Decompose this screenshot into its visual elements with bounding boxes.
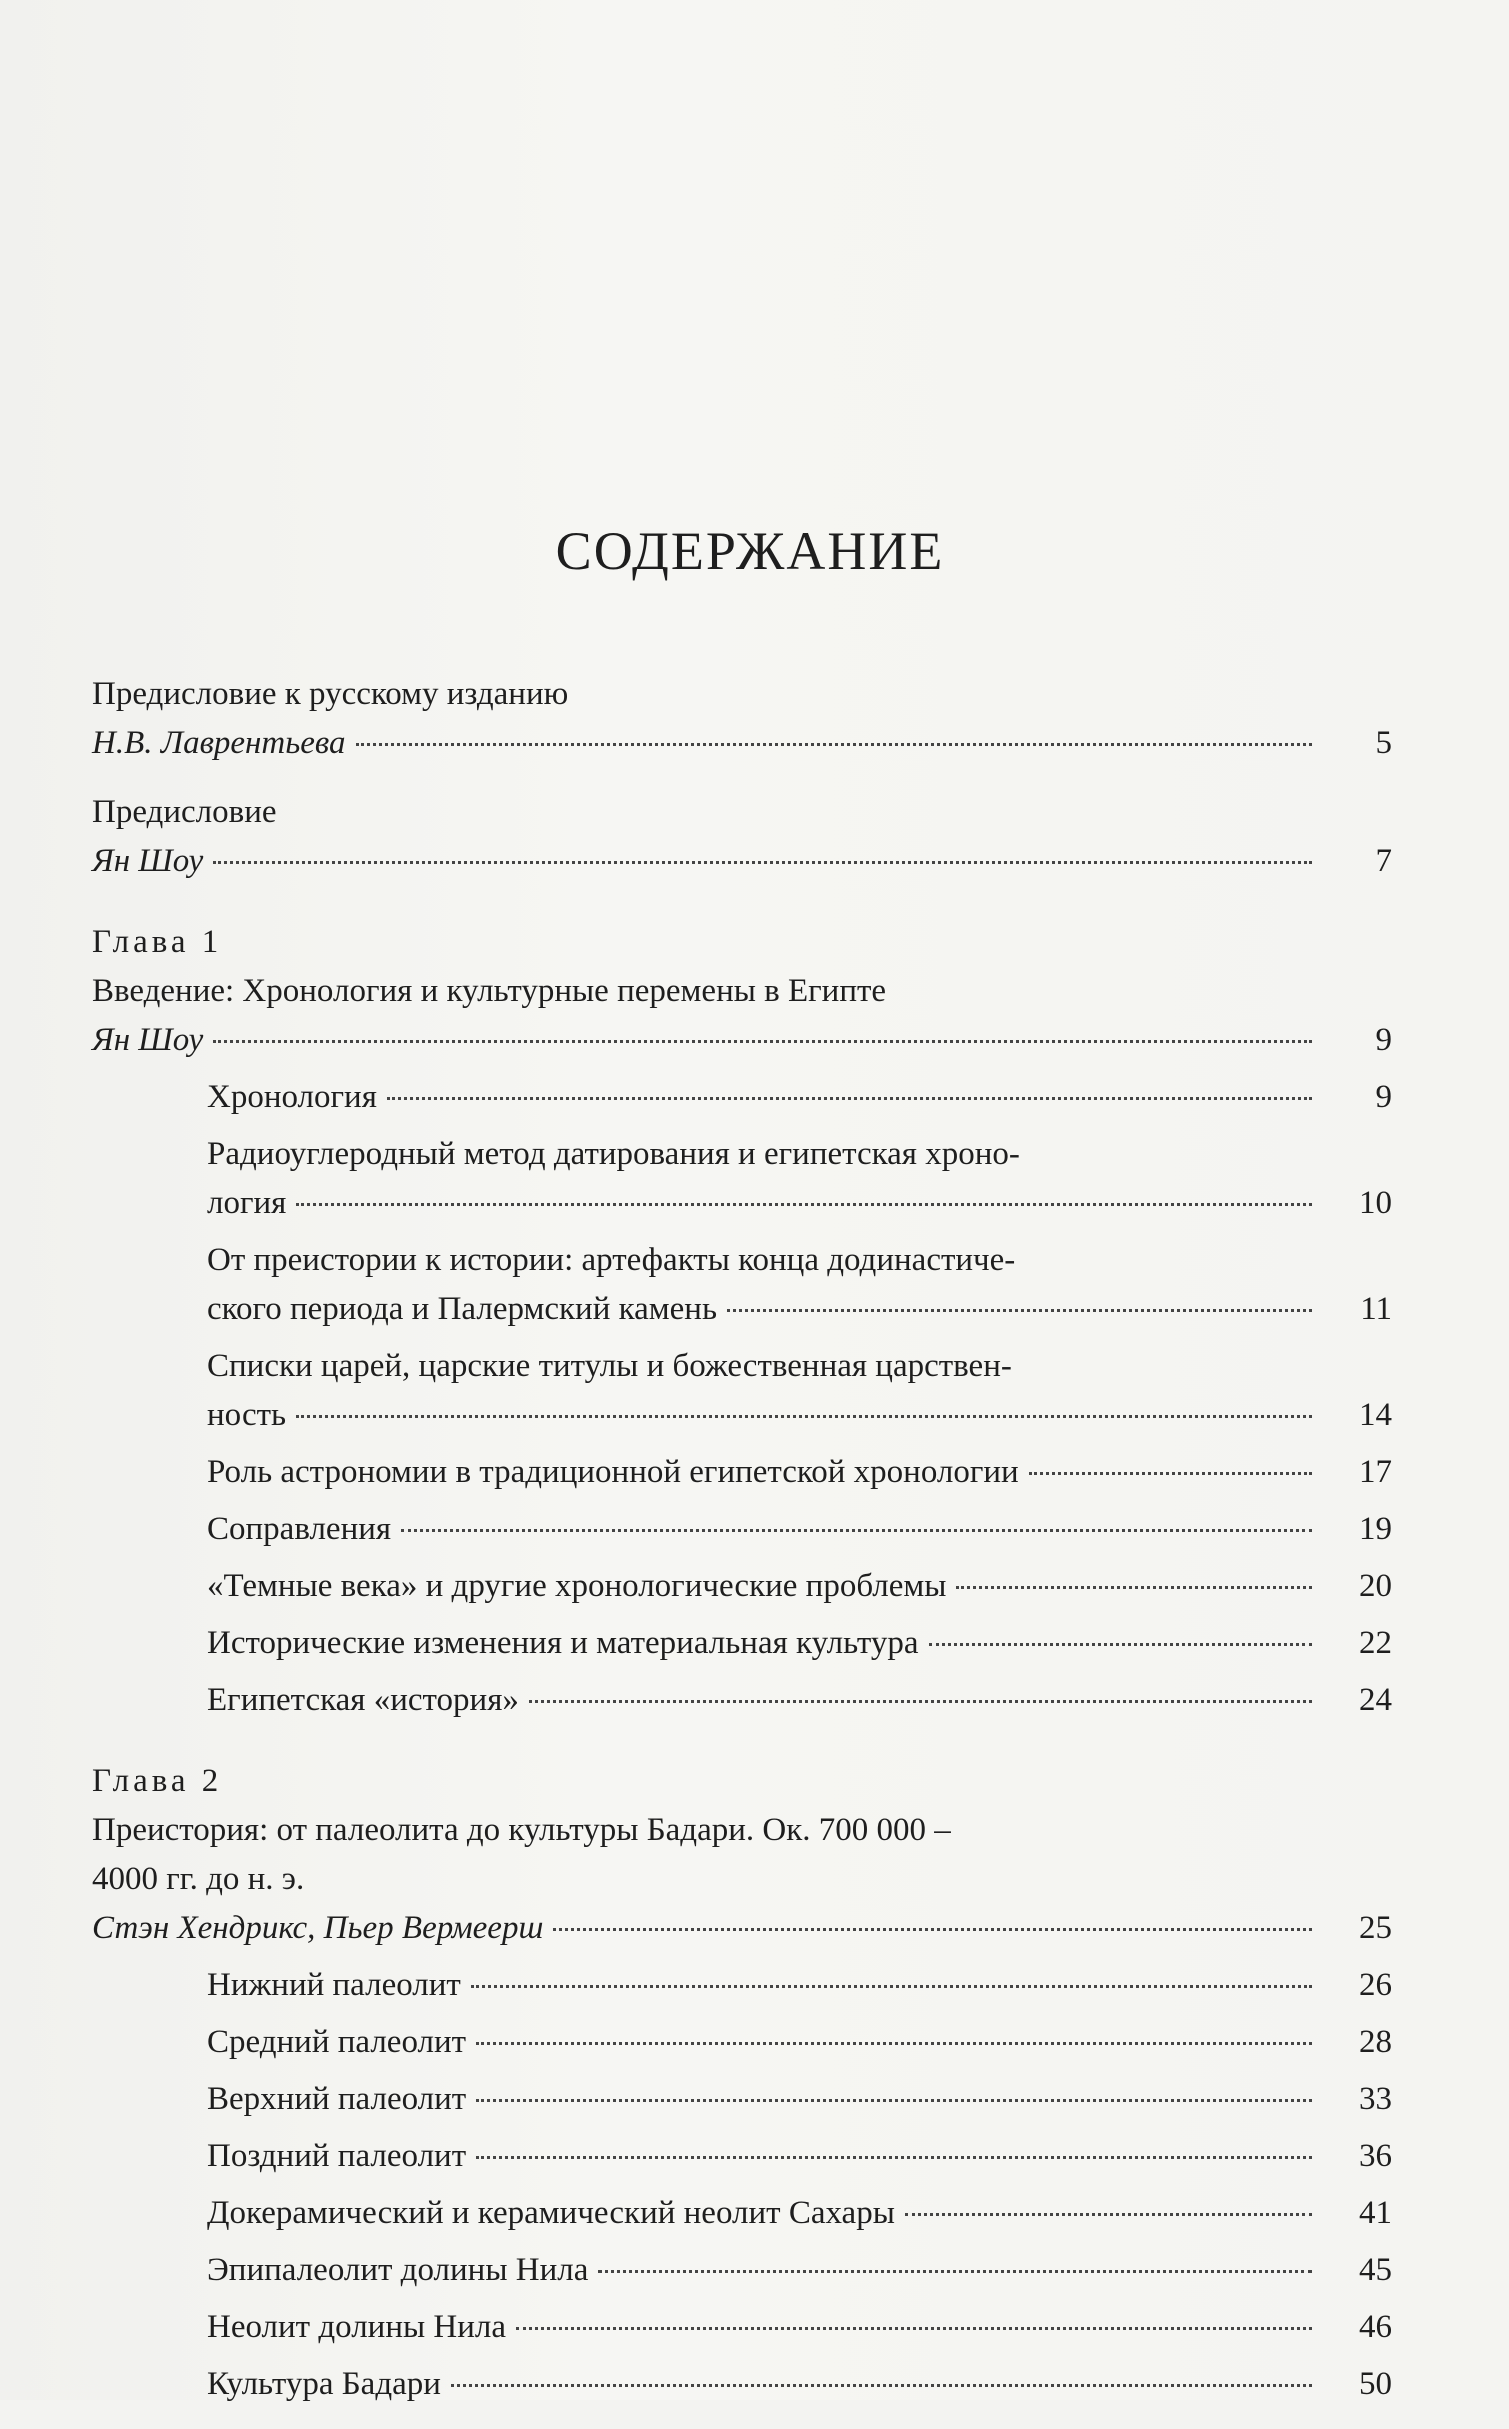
dot-leader bbox=[727, 1309, 1312, 1312]
dot-leader bbox=[451, 2384, 1312, 2387]
page-number: 33 bbox=[1359, 2081, 1392, 2117]
section-title-cont: логия bbox=[207, 1185, 287, 1221]
page-number: 7 bbox=[1375, 843, 1392, 879]
toc-author: Ян Шоу bbox=[92, 843, 204, 879]
section-title: Исторические изменения и материальная культура bbox=[207, 1625, 919, 1661]
page-number: 22 bbox=[1359, 1625, 1392, 1661]
chapter-title-cont: 4000 гг. до н. э. bbox=[92, 1861, 305, 1897]
toc-author-line[interactable] bbox=[92, 1016, 1392, 1065]
toc-section[interactable] bbox=[207, 2018, 1392, 2067]
page-number: 36 bbox=[1359, 2138, 1392, 2174]
chapter-label: Глава 1 bbox=[92, 924, 223, 960]
toc-author: Стэн Хендрикс, Пьер Вермеерш bbox=[92, 1910, 544, 1946]
toc-heading: Предисловие bbox=[92, 794, 277, 830]
toc-author-line[interactable] bbox=[92, 837, 1392, 886]
toc-front-entry bbox=[92, 670, 1392, 768]
page-number: 9 bbox=[1375, 1079, 1392, 1115]
section-title: Нижний палеолит bbox=[207, 1967, 461, 2003]
dot-leader bbox=[296, 1203, 1312, 1206]
dot-leader bbox=[213, 1040, 1312, 1043]
dot-leader bbox=[516, 2327, 1312, 2330]
dot-leader bbox=[529, 1700, 1312, 1703]
toc-front-entry bbox=[92, 788, 1392, 886]
section-title: Радиоуглеродный метод датирования и египетская хроно- bbox=[207, 1136, 1020, 1172]
toc-author-line[interactable] bbox=[92, 1904, 1392, 1953]
dot-leader bbox=[1029, 1472, 1312, 1475]
page-number: 19 bbox=[1359, 1511, 1392, 1547]
table-of-contents bbox=[92, 670, 1392, 2429]
page-title: СОДЕРЖАНИЕ bbox=[555, 521, 945, 581]
toc-chapter bbox=[92, 918, 1392, 1725]
page-number: 10 bbox=[1359, 1185, 1392, 1221]
section-title: От преистории к истории: артефакты конца додинастиче- bbox=[207, 1242, 1016, 1278]
toc-section[interactable] bbox=[207, 1961, 1392, 2010]
toc-section[interactable] bbox=[207, 1619, 1392, 1668]
page-number: 50 bbox=[1359, 2366, 1392, 2402]
toc-section[interactable] bbox=[207, 1676, 1392, 1725]
toc-section[interactable] bbox=[207, 1448, 1392, 1497]
dot-leader bbox=[296, 1415, 1312, 1418]
toc-section[interactable] bbox=[207, 1130, 1392, 1228]
section-title: «Темные века» и другие хронологические проблемы bbox=[207, 1568, 947, 1604]
page-number: 20 bbox=[1359, 1568, 1392, 1604]
toc-heading: Предисловие к русскому изданию bbox=[92, 676, 569, 712]
section-title: Докерамический и керамический неолит Сахары bbox=[207, 2195, 895, 2231]
dot-leader bbox=[387, 1097, 1312, 1100]
toc-sections bbox=[92, 1073, 1392, 1725]
page-number: 14 bbox=[1359, 1397, 1392, 1433]
chapter-title: Введение: Хронология и культурные перемены в Египте bbox=[92, 973, 887, 1009]
dot-leader bbox=[213, 861, 1312, 864]
page-number: 26 bbox=[1359, 1967, 1392, 2003]
page-number: 41 bbox=[1359, 2195, 1392, 2231]
dot-leader bbox=[553, 1928, 1312, 1931]
page-number: 5 bbox=[1375, 725, 1392, 761]
dot-leader bbox=[956, 1586, 1312, 1589]
dot-leader bbox=[401, 1529, 1312, 1532]
dot-leader bbox=[476, 2156, 1312, 2159]
section-title: Списки царей, царские титулы и божественная царствен- bbox=[207, 1348, 1012, 1384]
toc-section[interactable] bbox=[207, 2189, 1392, 2238]
section-title: Египетская «история» bbox=[207, 1682, 519, 1718]
page-number: 9 bbox=[1375, 1022, 1392, 1058]
page-number: 45 bbox=[1359, 2252, 1392, 2288]
dot-leader bbox=[929, 1643, 1312, 1646]
dot-leader bbox=[476, 2042, 1312, 2045]
toc-section[interactable] bbox=[207, 1342, 1392, 1440]
page-number: 17 bbox=[1359, 1454, 1392, 1490]
toc-section[interactable] bbox=[207, 2246, 1392, 2295]
dot-leader bbox=[471, 1985, 1312, 1988]
section-title: Поздний палеолит bbox=[207, 2138, 467, 2174]
toc-section[interactable] bbox=[207, 1505, 1392, 1554]
toc-section[interactable] bbox=[207, 1236, 1392, 1334]
section-title: Неолит долины Нила bbox=[207, 2309, 507, 2345]
section-title: Эпипалеолит долины Нила bbox=[207, 2252, 589, 2288]
page-number: 25 bbox=[1359, 1910, 1392, 1946]
section-title: Верхний палеолит bbox=[207, 2081, 467, 2117]
toc-author: Ян Шоу bbox=[92, 1022, 204, 1058]
toc-section[interactable] bbox=[207, 2360, 1392, 2409]
section-title: Средний палеолит bbox=[207, 2024, 467, 2060]
section-title: Соправления bbox=[207, 1511, 392, 1547]
toc-author-line[interactable] bbox=[92, 719, 1392, 768]
toc-section[interactable] bbox=[207, 2132, 1392, 2181]
page-number: 24 bbox=[1359, 1682, 1392, 1718]
dot-leader bbox=[598, 2270, 1312, 2273]
section-title: Роль астрономии в традиционной египетской хронологии bbox=[207, 1454, 1019, 1490]
toc-section[interactable] bbox=[207, 1562, 1392, 1611]
dot-leader bbox=[356, 743, 1312, 746]
section-title-cont: ского периода и Палермский камень bbox=[207, 1291, 718, 1327]
dot-leader bbox=[905, 2213, 1312, 2216]
section-title: Культура Бадари bbox=[207, 2366, 441, 2402]
toc-section[interactable] bbox=[207, 1073, 1392, 1122]
chapter-title: Преистория: от палеолита до культуры Бадари. Ок. 700 000 – bbox=[92, 1812, 951, 1848]
section-title: Хронология bbox=[207, 1079, 377, 1115]
toc-chapter bbox=[92, 1757, 1392, 2409]
section-title-cont: ность bbox=[207, 1397, 287, 1433]
chapter-label: Глава 2 bbox=[92, 1763, 223, 1799]
toc-sections bbox=[92, 1961, 1392, 2409]
page-number: 46 bbox=[1359, 2309, 1392, 2345]
toc-section[interactable] bbox=[207, 2303, 1392, 2352]
dot-leader bbox=[476, 2099, 1312, 2102]
toc-author: Н.В. Лаврентьева bbox=[92, 725, 346, 761]
page-number: 11 bbox=[1360, 1291, 1392, 1327]
toc-section[interactable] bbox=[207, 2075, 1392, 2124]
page-number: 28 bbox=[1359, 2024, 1392, 2060]
